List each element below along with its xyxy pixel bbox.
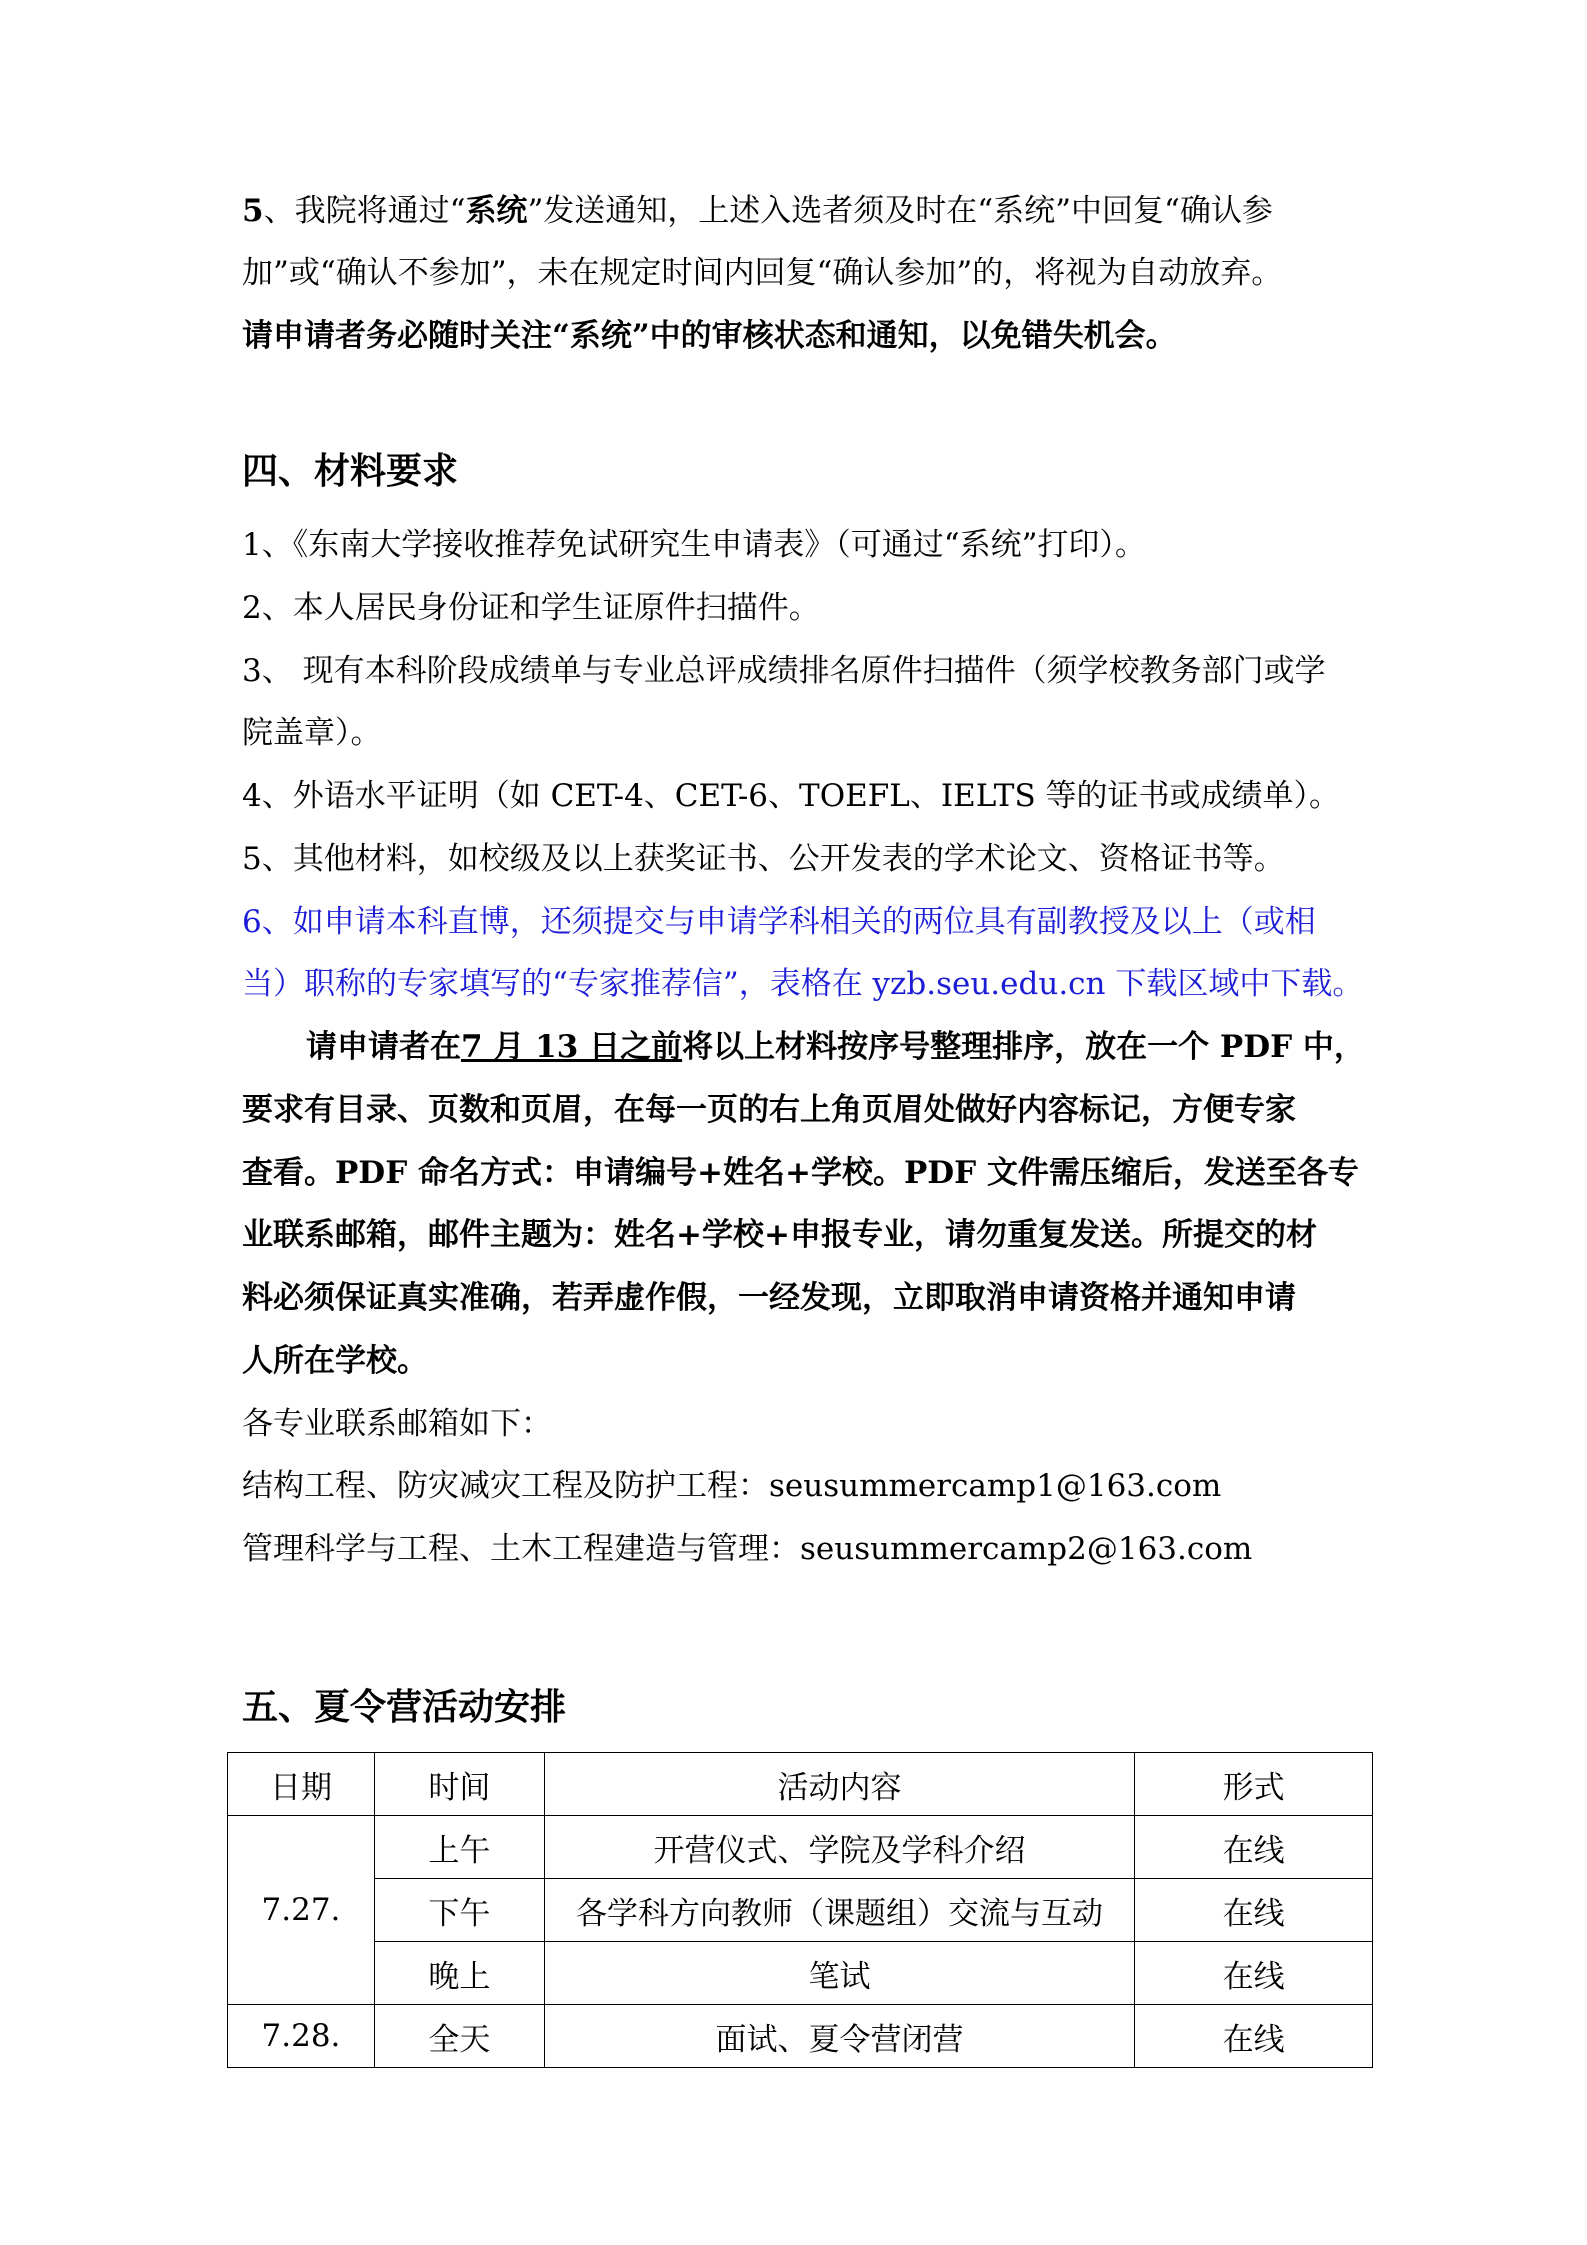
table-row bbox=[228, 2005, 1373, 2068]
material-item-3-line1: 3、 现有本科阶段成绩单与专业总评成绩排名原件扫描件（须学校教务部门或学 bbox=[242, 653, 1326, 689]
system-keyword: 系统 bbox=[465, 193, 528, 229]
mail-line-management: 管理科学与工程、土木工程建造与管理：seusummercamp2@163.com bbox=[242, 1531, 1253, 1567]
mail-line-structural: 结构工程、防灾减灾工程及防护工程：seusummercamp1@163.com bbox=[242, 1468, 1222, 1504]
submission-para-line4: 业联系邮箱，邮件主题为：姓名+学校+申报专业，请勿重复发送。所提交的材 bbox=[242, 1217, 1317, 1253]
notice-item-5-number: 5 bbox=[242, 193, 264, 229]
material-item-5: 5、其他材料，如校级及以上获奖证书、公开发表的学术论文、资格证书等。 bbox=[242, 841, 1285, 877]
header-content: 活动内容 bbox=[544, 1753, 1134, 1816]
table-row bbox=[228, 1879, 1373, 1942]
content-cell: 开营仪式、学院及学科介绍 bbox=[544, 1816, 1134, 1879]
material-item-4: 4、外语水平证明（如 CET-4、CET-6、TOEFL、IELTS 等的证书或成绩单）。 bbox=[242, 778, 1341, 814]
time-cell: 全天 bbox=[374, 2005, 544, 2068]
table-row bbox=[228, 1816, 1373, 1879]
deadline-date: 7 月 13 日之前 bbox=[461, 1029, 683, 1065]
table-header-row bbox=[228, 1753, 1373, 1816]
date-cell: 7.28. bbox=[228, 2005, 375, 2068]
content-cell: 笔试 bbox=[544, 1942, 1134, 2005]
date-cell: 7.27. bbox=[228, 1816, 375, 2005]
submission-para-line5: 料必须保证真实准确，若弄虚作假，一经发现，立即取消申请资格并通知申请 bbox=[242, 1280, 1296, 1316]
time-cell: 上午 bbox=[374, 1816, 544, 1879]
form-cell: 在线 bbox=[1135, 1879, 1373, 1942]
content-cell: 各学科方向教师（课题组）交流与互动 bbox=[544, 1879, 1134, 1942]
header-form: 形式 bbox=[1135, 1753, 1373, 1816]
form-cell: 在线 bbox=[1135, 2005, 1373, 2068]
material-item-3-line2: 院盖章）。 bbox=[242, 715, 382, 751]
submission-para-line1: 请申请者在7 月 13 日之前将以上材料按序号整理排序，放在一个 PDF 中， bbox=[306, 1029, 1365, 1065]
notice-item-5-line2: 加”或“确认不参加”，未在规定时间内回复“确认参加”的，将视为自动放弃。 bbox=[242, 255, 1283, 291]
section-4-heading: 四、材料要求 bbox=[242, 450, 459, 492]
mail-intro: 各专业联系邮箱如下： bbox=[242, 1406, 552, 1442]
time-cell: 晚上 bbox=[374, 1942, 544, 2005]
section-5-heading: 五、夏令营活动安排 bbox=[242, 1686, 567, 1728]
form-cell: 在线 bbox=[1135, 1816, 1373, 1879]
submission-para-line2: 要求有目录、页数和页眉，在每一页的右上角页眉处做好内容标记，方便专家 bbox=[242, 1092, 1296, 1128]
material-item-2: 2、本人居民身份证和学生证原件扫描件。 bbox=[242, 590, 820, 626]
header-time: 时间 bbox=[374, 1753, 544, 1816]
form-cell: 在线 bbox=[1135, 1942, 1373, 2005]
material-item-6-line2: 当）职称的专家填写的“专家推荐信”，表格在 yzb.seu.edu.cn 下载区域中下载。 bbox=[242, 966, 1364, 1002]
schedule-table bbox=[227, 1752, 1373, 2068]
content-cell: 面试、夏令营闭营 bbox=[544, 2005, 1134, 2068]
table-row bbox=[228, 1942, 1373, 2005]
material-item-1: 1、《东南大学接收推荐免试研究生申请表》（可通过“系统”打印）。 bbox=[242, 527, 1146, 563]
notice-item-5-line1: 5、我院将通过“系统”发送通知，上述入选者须及时在“系统”中回复“确认参 bbox=[242, 193, 1273, 229]
header-date: 日期 bbox=[228, 1753, 375, 1816]
notice-item-5-warning: 请申请者务必随时关注“系统”中的审核状态和通知，以免错失机会。 bbox=[242, 318, 1177, 354]
time-cell: 下午 bbox=[374, 1879, 544, 1942]
material-item-6-line1: 6、如申请本科直博，还须提交与申请学科相关的两位具有副教授及以上（或相 bbox=[242, 904, 1316, 940]
submission-para-line6: 人所在学校。 bbox=[242, 1343, 428, 1379]
submission-para-line3: 查看。PDF 命名方式：申请编号+姓名+学校。PDF 文件需压缩后，发送至各专 bbox=[242, 1155, 1359, 1191]
